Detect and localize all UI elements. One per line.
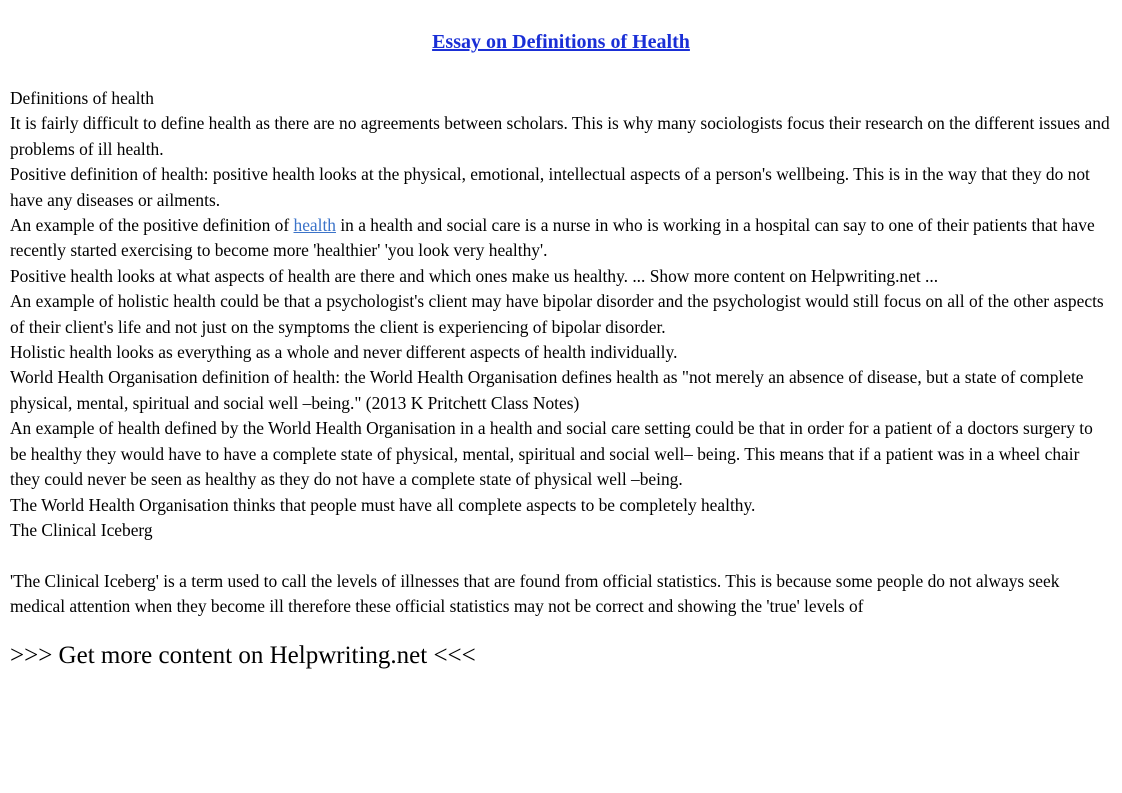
paragraph: Holistic health looks as everything as a whole and never different aspects of health individually. — [10, 342, 678, 363]
paragraph-heading: The Clinical Iceberg — [10, 519, 153, 540]
paragraph: 'The Clinical Iceberg' is a term used to call the levels of illnesses that are found from official statistics. This is because some people do not always seek medical attention when they become ill therefore these official statistics may not be correct and showing the 'true' levels of — [10, 570, 1060, 617]
paragraph-with-link — [10, 213, 1112, 264]
paragraph: Positive health looks at what aspects of health are there and which ones make us healthy. ... Show more content on Helpwriting.net ... — [10, 265, 939, 286]
paragraph: Positive definition of health: positive health looks at the physical, emotional, intellectual aspects of a person's wellbeing. This is in the way that they do not have any diseases or ailments. — [10, 164, 1090, 210]
get-more-content-link[interactable]: >>> Get more content on Helpwriting.net <<< — [10, 641, 476, 669]
paragraph-text: in a health and social care is a nurse in who is working in a hospital can say to one of their patients that have recently started exercising to become more 'healthier' 'you look very healthy'. — [10, 215, 1095, 261]
essay-title-link[interactable]: Essay on Definitions of Health — [432, 31, 690, 53]
title-container — [10, 0, 1112, 57]
paragraph: An example of health defined by the World Health Organisation in a health and social care setting could be that in order for a patient of a doctors surgery to be healthy they would have to have a complete state of physical, mental, spiritual and social well– being. This means that if a patient was in a wheel chair they could never be seen as healthy as they do not have a complete state of physical well –being. — [10, 418, 1093, 490]
paragraph: It is fairly difficult to define health as there are no agreements between scholars. This is why many sociologists focus their research on the different issues and problems of ill health. — [10, 113, 1110, 159]
health-link[interactable]: health — [293, 215, 336, 236]
paragraph: An example of holistic health could be that a psychologist's client may have bipolar disorder and the psychologist would still focus on all of the other aspects of their client's life and not just on the symptoms the client is experiencing of bipolar disorder. — [10, 291, 1104, 337]
paragraph-text: An example of the positive definition of — [10, 215, 294, 236]
paragraph-heading: Definitions of health — [10, 88, 154, 108]
paragraph: World Health Organisation definition of health: the World Health Organisation defines health as "not merely an absence of disease, but a state of complete physical, mental, spiritual and social well –being." (2013 K Pritchett Class Notes) — [10, 367, 1084, 413]
blank-line — [10, 543, 1112, 568]
paragraph: The World Health Organisation thinks that people must have all complete aspects to be completely healthy. — [10, 494, 756, 515]
essay-body — [10, 86, 1112, 620]
